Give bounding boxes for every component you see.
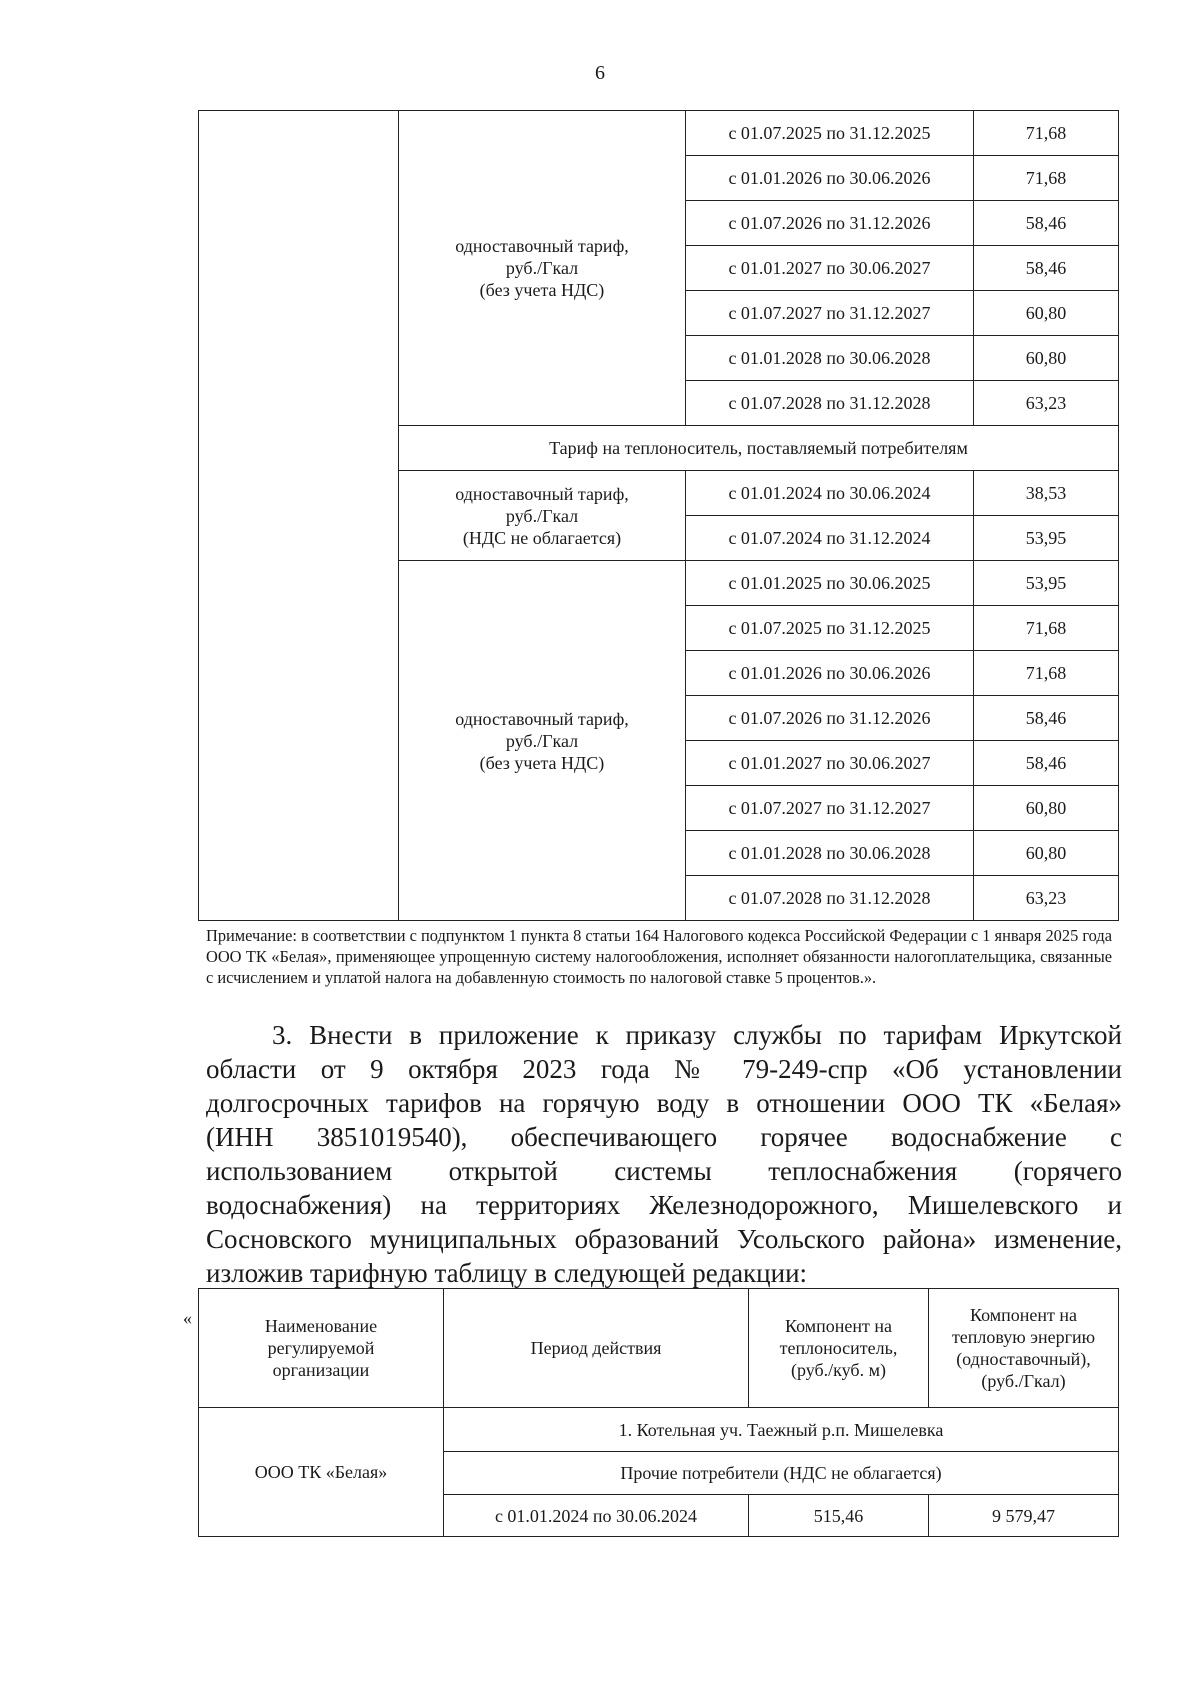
coolant-value: 515,46 [749,1495,929,1537]
value-cell: 71,68 [974,606,1119,651]
tariff-type-cell: одноставочный тариф, руб./Гкал (без учета НДС) [399,111,686,426]
paragraph-line: Сосновского муниципальных образований Усольского района» изменение, [206,1224,1122,1254]
period-cell: с 01.01.2024 по 30.06.2024 [686,471,974,516]
value-cell: 71,68 [974,651,1119,696]
energy-value: 9 579,47 [929,1495,1119,1537]
period-cell: с 01.07.2028 по 31.12.2028 [686,381,974,426]
value-cell: 63,23 [974,381,1119,426]
paragraph-line: 3. Внести в приложение к приказу службы по тарифам Иркутской [272,1020,1122,1050]
opening-quote: « [183,1308,192,1328]
boiler-row: 1. Котельная уч. Таежный р.п. Мишелевка [444,1408,1119,1452]
tariff-type-cell: одноставочный тариф, руб./Гкал (НДС не облагается) [399,471,686,561]
tariff-table-continued [198,110,1119,921]
paragraph-line: долгосрочных тарифов на горячую воду в отношении ООО ТК «Белая» [206,1088,1122,1118]
value-cell: 58,46 [974,201,1119,246]
paragraph-line: использованием открытой системы теплоснабжения (горячего [206,1156,1122,1186]
period-cell: с 01.01.2024 по 30.06.2024 [444,1495,749,1537]
page-number: 6 [595,62,605,84]
period-cell: с 01.01.2027 по 30.06.2027 [686,246,974,291]
paragraph-line: области от 9 октября 2023 года № 79-249-спр «Об установлении [206,1054,1122,1084]
value-cell: 58,46 [974,741,1119,786]
period-cell: с 01.07.2028 по 31.12.2028 [686,876,974,921]
period-cell: с 01.01.2028 по 30.06.2028 [686,336,974,381]
organization-name: ООО ТК «Белая» [199,1408,444,1537]
period-cell: с 01.01.2027 по 30.06.2027 [686,741,974,786]
value-cell: 71,68 [974,111,1119,156]
header-energy-component: Компонент на тепловую энергию (одноставочный), (руб./Гкал) [929,1289,1119,1408]
consumers-row: Прочие потребители (НДС не облагается) [444,1452,1119,1495]
period-cell: с 01.01.2028 по 30.06.2028 [686,831,974,876]
value-cell: 58,46 [974,696,1119,741]
tax-note: Примечание: в соответствии с подпунктом 1 пункта 8 статьи 164 Налогового кодекса Российской Федерации с 1 января 2025 года ООО ТК «Белая», применяющее упрощенную систему налогообложения, исполняет обязанности налогоплательщика, связанные с исчислением и уплатой налога на добавленную стоимость по налоговой ставке 5 процентов.». [206,926,1113,987]
period-cell: с 01.07.2025 по 31.12.2025 [686,606,974,651]
period-cell: с 01.07.2026 по 31.12.2026 [686,201,974,246]
section-header: Тариф на теплоноситель, поставляемый потребителям [399,426,1119,471]
hot-water-tariff-table [198,1288,1119,1537]
header-coolant-component: Компонент на теплоноситель, (руб./куб. м) [749,1289,929,1408]
org-column-cell [199,111,399,921]
header-period: Период действия [444,1289,749,1408]
value-cell: 53,95 [974,516,1119,561]
value-cell: 38,53 [974,471,1119,516]
tariff-type-cell: одноставочный тариф, руб./Гкал (без учета НДС) [399,561,686,921]
paragraph-line: (ИНН 3851019540), обеспечивающего горячее водоснабжение с [206,1122,1122,1152]
amendment-paragraph [206,1018,1122,1290]
period-cell: с 01.01.2026 по 30.06.2026 [686,651,974,696]
period-cell: с 01.01.2026 по 30.06.2026 [686,156,974,201]
header-organization: Наименование регулируемой организации [199,1289,444,1408]
period-cell: с 01.07.2024 по 31.12.2024 [686,516,974,561]
value-cell: 60,80 [974,291,1119,336]
paragraph-line: водоснабжения) на территориях Железнодорожного, Мишелевского и [206,1190,1122,1220]
period-cell: с 01.01.2025 по 30.06.2025 [686,561,974,606]
value-cell: 60,80 [974,336,1119,381]
value-cell: 60,80 [974,831,1119,876]
value-cell: 53,95 [974,561,1119,606]
paragraph-line: изложив тарифную таблицу в следующей редакции: [206,1258,808,1288]
value-cell: 71,68 [974,156,1119,201]
period-cell: с 01.07.2025 по 31.12.2025 [686,111,974,156]
period-cell: с 01.07.2026 по 31.12.2026 [686,696,974,741]
period-cell: с 01.07.2027 по 31.12.2027 [686,291,974,336]
period-cell: с 01.07.2027 по 31.12.2027 [686,786,974,831]
value-cell: 60,80 [974,786,1119,831]
value-cell: 63,23 [974,876,1119,921]
value-cell: 58,46 [974,246,1119,291]
